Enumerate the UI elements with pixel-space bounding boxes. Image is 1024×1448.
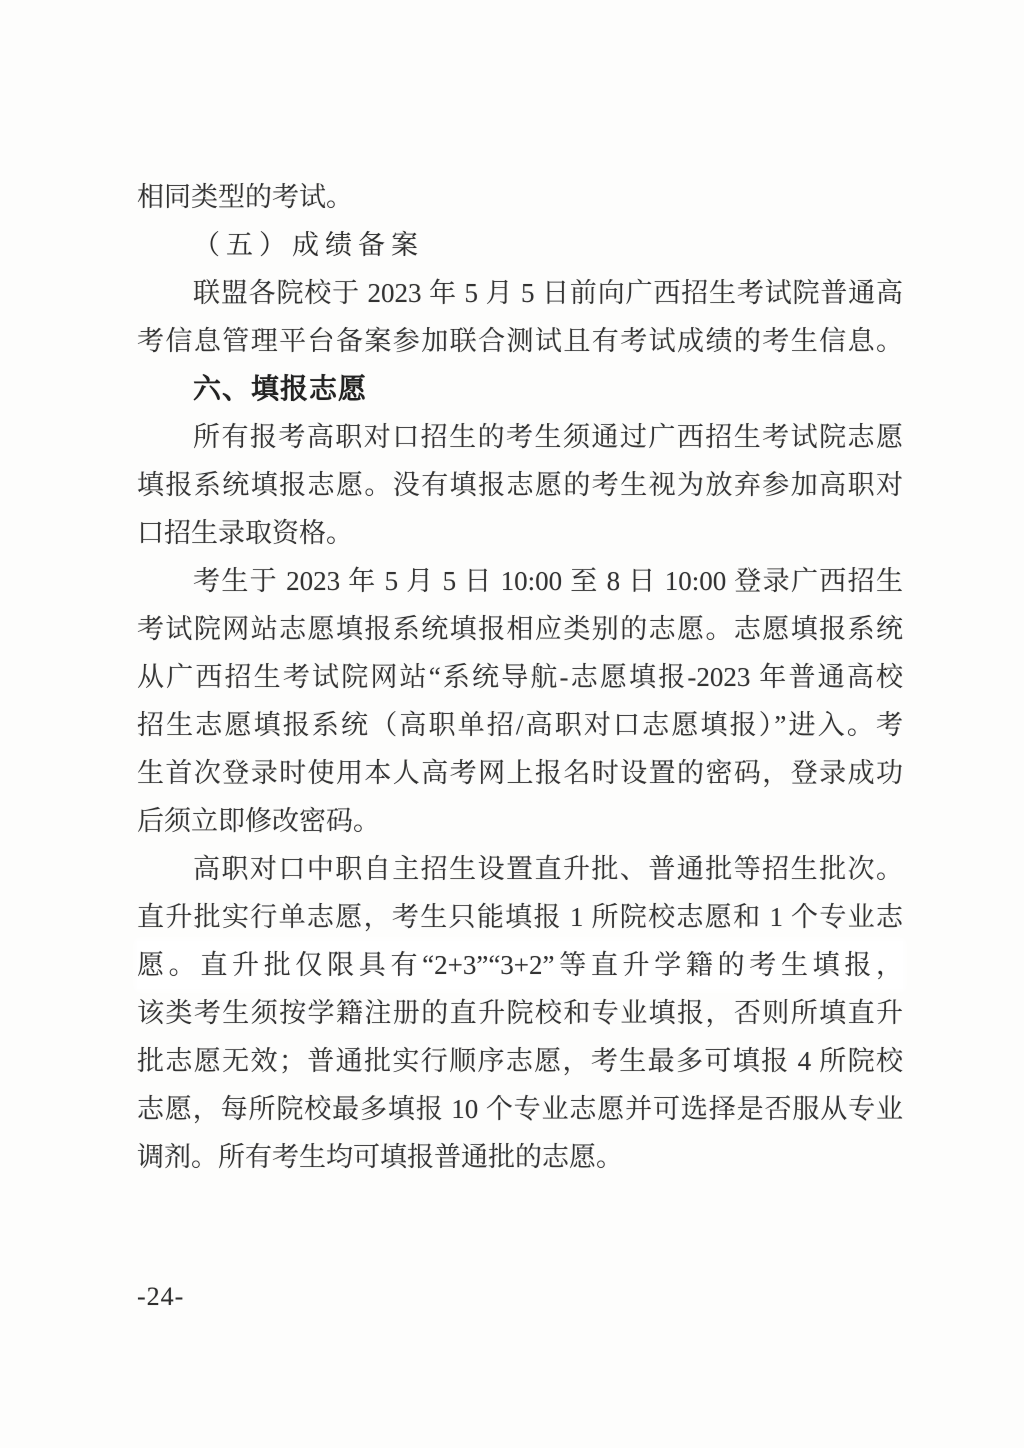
body-line: 相同类型的考试。 (137, 182, 353, 212)
body-line: 从广西招生考试院网站“系统导航-志愿填报-2023 年普通高校 (137, 662, 903, 692)
section-heading-five: （五）成绩备案 (193, 230, 424, 260)
body-line: 所有报考高职对口招生的考生须通过广西招生考试院志愿 (193, 422, 903, 452)
body-line: 联盟各院校于 2023 年 5 月 5 日前向广西招生考试院普通高 (193, 278, 903, 308)
body-line: 志愿，每所院校最多填报 10 个专业志愿并可选择是否服从专业 (137, 1094, 903, 1124)
body-line: 考信息管理平台备案参加联合测试且有考试成绩的考生信息。 (137, 326, 903, 356)
body-line: 后须立即修改密码。 (137, 806, 380, 836)
body-line: 批志愿无效；普通批实行顺序志愿，考生最多可填报 4 所院校 (137, 1046, 903, 1076)
body-line-highlighted: 愿。直升批仅限具有“2+3”“3+2”等直升学籍的考生填报， (137, 941, 903, 989)
body-line: 生首次登录时使用本人高考网上报名时设置的密码，登录成功 (137, 758, 903, 788)
body-line: 考生于 2023 年 5 月 5 日 10:00 至 8 日 10:00 登录广西招生 (193, 566, 903, 596)
body-line: 考试院网站志愿填报系统填报相应类别的志愿。志愿填报系统 (137, 614, 903, 644)
body-line: 高职对口中职自主招生设置直升批、普通批等招生批次。 (193, 854, 903, 884)
body-line: 口招生录取资格。 (137, 518, 353, 548)
body-line: 直升批实行单志愿，考生只能填报 1 所院校志愿和 1 个专业志 (137, 902, 903, 932)
document-body (137, 173, 903, 1181)
body-line: 该类考生须按学籍注册的直升院校和专业填报，否则所填直升 (137, 998, 903, 1028)
body-line: 招生志愿填报系统（高职单招/高职对口志愿填报）”进入。考 (137, 710, 903, 740)
page-number: -24- (137, 1282, 185, 1311)
body-line: 调剂。所有考生均可填报普通批的志愿。 (137, 1142, 623, 1172)
body-line: 填报系统填报志愿。没有填报志愿的考生视为放弃参加高职对 (137, 470, 903, 500)
section-heading-six: 六、填报志愿 (193, 373, 368, 404)
